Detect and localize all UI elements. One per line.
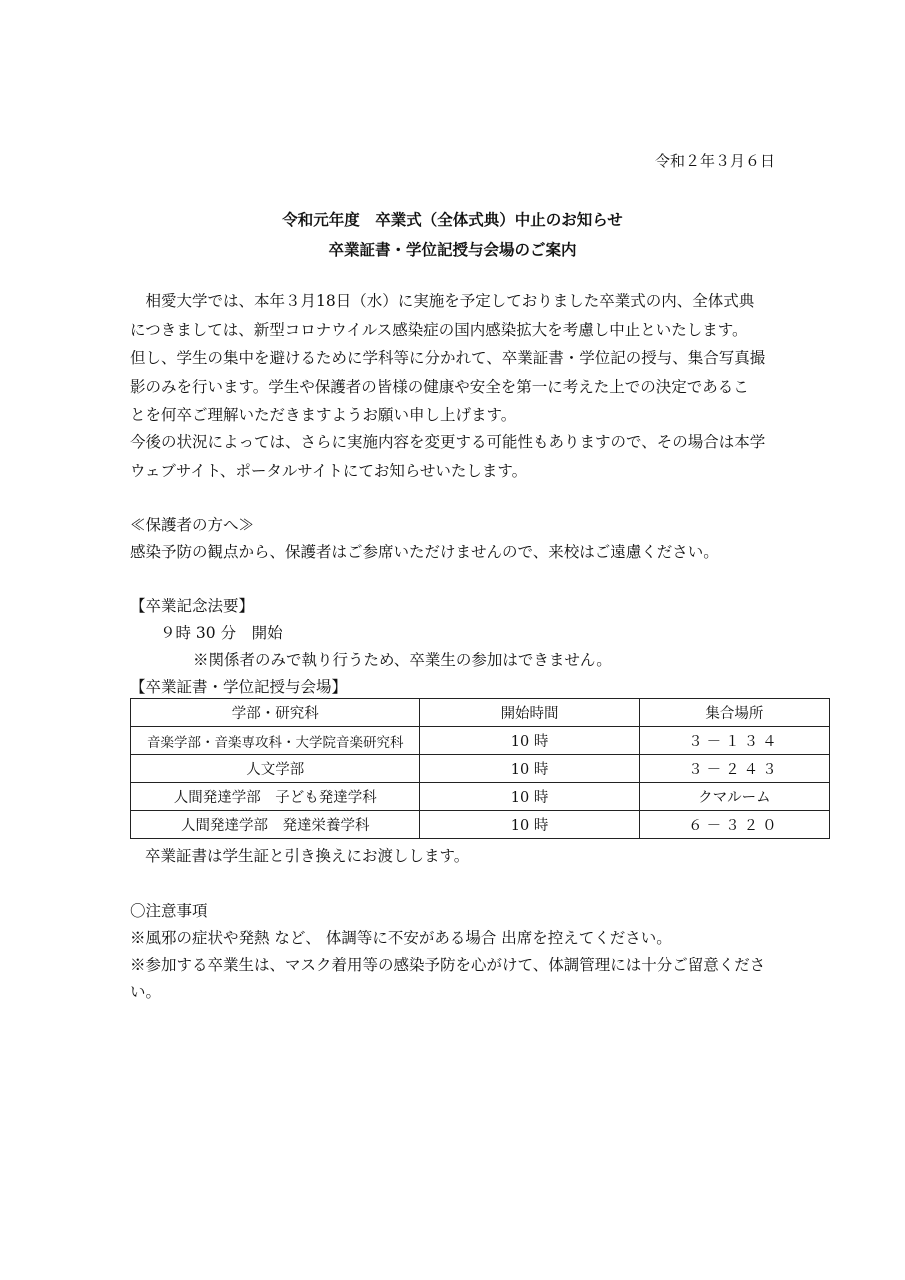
meeting-place-cell: ６－３２０ — [639, 811, 829, 839]
paragraph-line: 相愛大学では、本年３月18日（水）に実施を予定しておりました卒業式の内、全体式典 — [130, 292, 755, 310]
faculty-cell: 音楽学部・音楽専攻科・大学院音楽研究科 — [131, 727, 420, 755]
column-header: 集合場所 — [639, 699, 829, 727]
paragraph-line: につきましては、新型コロナウイルス感染症の国内感染拡大を考慮し中止といたします。 — [130, 320, 748, 339]
start-time-cell: 10 時 — [420, 755, 639, 783]
meeting-place-cell: クマルーム — [639, 783, 829, 811]
paragraph-line: 但し、学生の集中を避けるために学科等に分かれて、卒業証書・学位記の授与、集合写真撮 — [130, 349, 766, 367]
guardian-text: 感染予防の観点から、保護者はご参席いただけませんので、来校はご遠慮ください。 — [130, 543, 719, 561]
column-header: 開始時間 — [420, 699, 639, 727]
start-time-cell: 10 時 — [420, 727, 639, 755]
caution-item: ※風邪の症状や発熱 など、 体調等に不安がある場合 出席を控えてください。 — [130, 929, 672, 947]
paragraph-line: 今後の状況によっては、さらに実施内容を変更する可能性もありますので、その場合は本学 — [130, 433, 766, 451]
caution-item: ※参加する卒業生は、マスク着用等の感染予防を心がけて、体調管理には十分ご留意くださ — [130, 956, 766, 974]
memorial-heading: 【卒業記念法要】 — [130, 597, 255, 615]
meeting-place-cell: ３－２４３ — [639, 755, 829, 783]
notice-title: 令和元年度 卒業式（全体式典）中止のお知らせ — [282, 210, 623, 229]
notice-date: 令和２年３月６日 — [654, 152, 775, 170]
memorial-time: ９時 30 分 開始 — [160, 624, 283, 642]
table-row — [131, 783, 830, 811]
caution-heading: 〇注意事項 — [130, 902, 208, 920]
announcement-paragraph — [130, 287, 775, 430]
faculty-cell: 人間発達学部 子ども発達学科 — [131, 783, 420, 811]
paragraph-line: ウェブサイト、ポータルサイトにてお知らせいたします。 — [130, 461, 528, 480]
future-changes-paragraph — [130, 428, 775, 485]
venue-heading: 【卒業証書・学位記授与会場】 — [130, 678, 348, 696]
column-header: 学部・研究科 — [131, 699, 420, 727]
faculty-cell: 人文学部 — [131, 755, 420, 783]
table-row — [131, 755, 830, 783]
notice-subtitle: 卒業証書・学位記授与会場のご案内 — [328, 240, 577, 259]
start-time-cell: 10 時 — [420, 811, 639, 839]
diploma-note: 卒業証書は学生証と引き換えにお渡しします。 — [145, 847, 470, 865]
table-row — [131, 811, 830, 839]
guardian-heading: ≪保護者の方へ≫ — [130, 516, 255, 534]
caution-item-continuation: い。 — [130, 983, 162, 1001]
paragraph-line: とを何卒ご理解いただきますようお願い申し上げます。 — [130, 406, 517, 424]
memorial-note: ※関係者のみで執り行うため、卒業生の参加はできません。 — [193, 651, 612, 669]
faculty-cell: 人間発達学部 発達栄養学科 — [131, 811, 420, 839]
venue-table — [130, 698, 830, 839]
start-time-cell: 10 時 — [420, 783, 639, 811]
table-row — [131, 727, 830, 755]
table-header-row — [131, 699, 830, 727]
meeting-place-cell: ３－１３４ — [639, 727, 829, 755]
paragraph-line: 影のみを行います。学生や保護者の皆様の健康や安全を第一に考えた上での決定であるこ — [130, 377, 749, 396]
